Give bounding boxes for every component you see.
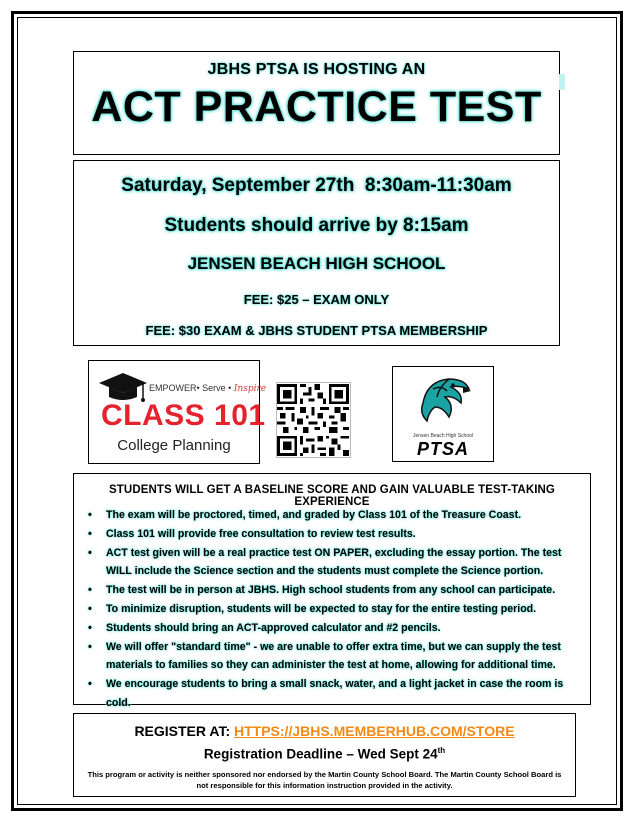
tagline-inspire: Inspire: [233, 384, 267, 394]
list-item: • The test will be in person at JBHS. High school students from any school can participate.: [86, 581, 582, 600]
event-date-time: Saturday, September 27th 8:30am-11:30am: [121, 175, 512, 196]
page-title: ACT PRACTICE TEST: [91, 83, 542, 131]
tagline-serve: • Serve •: [196, 383, 234, 393]
register-box: [73, 713, 576, 797]
fee-exam-only: FEE: $25 – EXAM ONLY: [243, 292, 390, 307]
info-heading: STUDENTS WILL GET A BASELINE SCORE AND GAIN VALUABLE TEST-TAKING EXPERIENCE: [109, 484, 555, 508]
registration-deadline: [74, 746, 575, 762]
register-link[interactable]: HTTPS://JBHS.MEMBERHUB.COM/STORE: [234, 723, 515, 739]
header-box: [73, 51, 560, 155]
list-item: • We encourage students to bring a small snack, water, and a light jacket in case the room is cold.: [86, 675, 582, 713]
eagle-mascot-icon: [393, 367, 495, 433]
list-item: • ACT test given will be a real practice test ON PAPER, excluding the essay portion. The test WILL include the Science section and the students must complete the Science portion.: [86, 544, 582, 582]
deadline-text: Registration Deadline – Wed Sept 24: [203, 746, 438, 762]
arrival-time: Students should arrive by 8:15am: [164, 215, 469, 236]
ptsa-wordmark: PTSA: [416, 439, 469, 459]
class101-logo: [88, 360, 267, 464]
info-box: [73, 473, 591, 709]
register-line: [74, 723, 575, 739]
list-item: • Class 101 will provide free consultation to review test results.: [86, 525, 582, 544]
list-item: • The exam will be proctored, timed, and graded by Class 101 of the Treasure Coast.: [86, 506, 582, 525]
ptsa-logo: [392, 366, 494, 462]
tagline-empower: EMPOWER: [149, 383, 197, 393]
class101-name-word: CLASS: [101, 399, 206, 432]
qr-code-icon[interactable]: [277, 384, 349, 456]
list-item: • Students should bring an ACT-approved calculator and #2 pencils.: [86, 619, 582, 638]
disclaimer-text: This program or activity is neither sponsored nor endorsed by the Martin County School Board. The Martin County School Board is not responsible for this information instruction provided in the activity.: [87, 770, 562, 790]
event-location: JENSEN BEACH HIGH SCHOOL: [187, 254, 446, 273]
register-label: REGISTER AT:: [134, 723, 234, 739]
host-line: JBHS PTSA IS HOSTING AN: [207, 61, 426, 78]
list-item: • To minimize disruption, students will be expected to stay for the entire testing period.: [86, 600, 582, 619]
class101-name-number: 101: [214, 399, 266, 432]
event-details-box: [73, 160, 560, 346]
ptsa-school-name: Jensen Beach High School: [412, 433, 474, 439]
info-bullet-list: [86, 506, 582, 713]
list-item: • We will offer "standard time" - we are unable to offer extra time, but we can supply the test materials to families so they can administer the test at home, allowing for additional time.: [86, 638, 582, 676]
decorative-tab: [559, 74, 565, 90]
class101-tagline: [149, 383, 266, 394]
class101-name: [101, 399, 266, 433]
class101-subtitle: College Planning: [117, 437, 231, 454]
deadline-suffix: th: [437, 746, 446, 755]
fee-with-membership: FEE: $30 EXAM & JBHS STUDENT PTSA MEMBERSHIP: [145, 323, 488, 338]
